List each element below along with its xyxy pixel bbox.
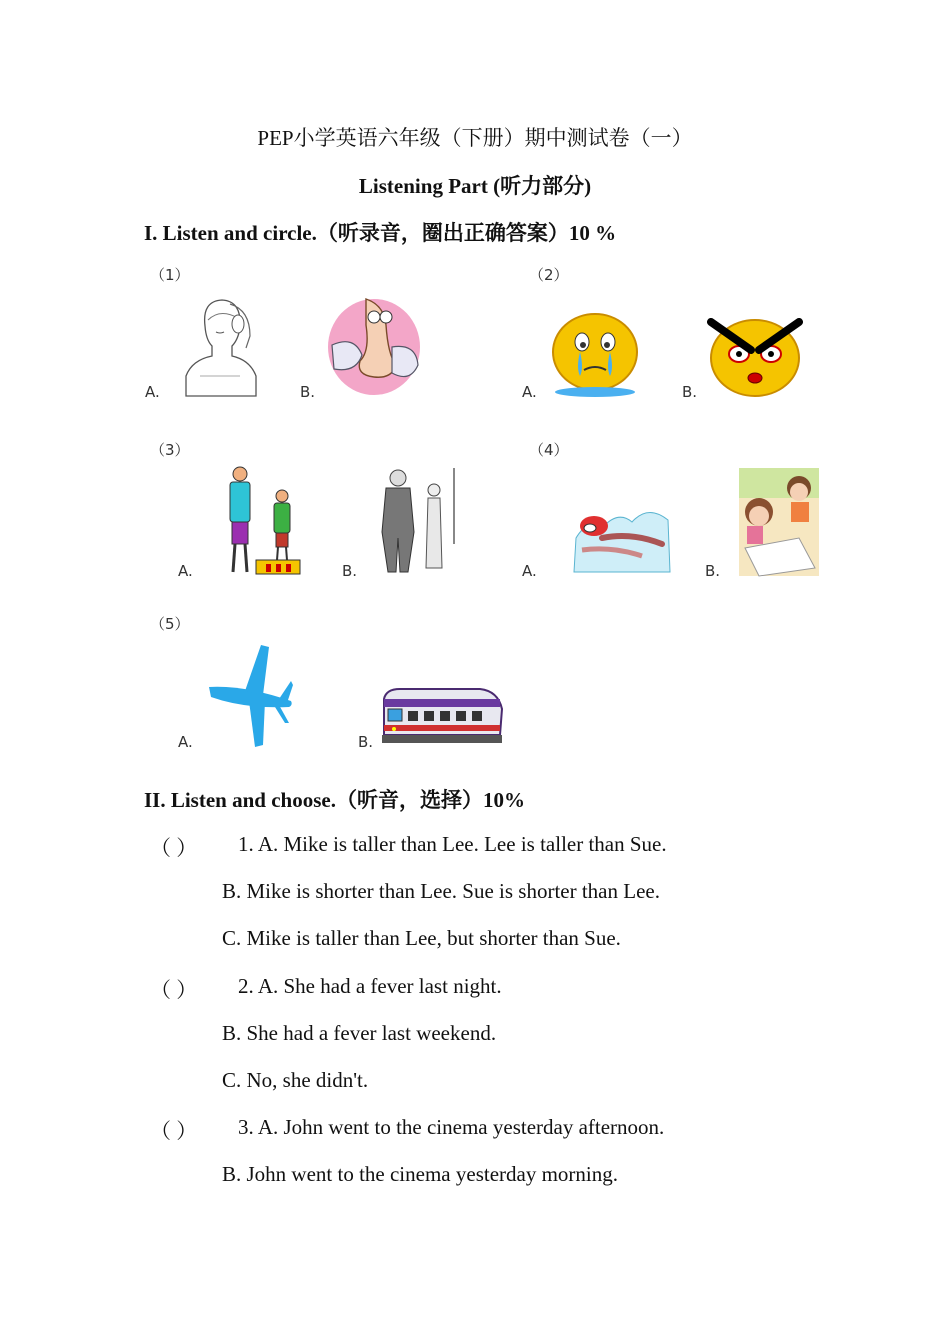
train-image bbox=[380, 685, 504, 747]
option-2b-label: B. bbox=[682, 383, 698, 401]
question-2-option-c: C. No, she didn't. bbox=[222, 1068, 369, 1092]
answer-bracket-1[interactable]: （ ） bbox=[150, 836, 198, 860]
option-3b-label: B. bbox=[342, 562, 358, 580]
option-2a-label: A. bbox=[522, 383, 537, 401]
question-number-5: （5） bbox=[150, 615, 190, 633]
swimmer-image bbox=[572, 498, 674, 576]
answer-bracket-3[interactable]: （ ） bbox=[150, 1119, 198, 1143]
option-5a-label: A. bbox=[178, 733, 193, 751]
question-number-2: （2） bbox=[529, 266, 569, 284]
option-3a-label: A. bbox=[178, 562, 193, 580]
option-1a-label: A. bbox=[145, 383, 160, 401]
option-5b-label: B. bbox=[358, 733, 374, 751]
question-1-option-b: B. Mike is shorter than Lee. Sue is shorter than Lee. bbox=[222, 879, 660, 903]
page-subtitle: Listening Part (听力部分) bbox=[358, 174, 592, 198]
question-2-option-b: B. She had a fever last weekend. bbox=[222, 1021, 497, 1045]
question-2-option-a: 2. A. She had a fever last night. bbox=[238, 974, 502, 998]
tall-man-woman-image bbox=[374, 468, 456, 574]
question-3-option-a: 3. A. John went to the cinema yesterday afternoon. bbox=[238, 1115, 665, 1139]
airplane-image bbox=[205, 643, 295, 749]
option-4b-label: B. bbox=[705, 562, 721, 580]
woman-headache-image bbox=[180, 296, 260, 396]
question-3-option-b: B. John went to the cinema yesterday morning. bbox=[222, 1162, 618, 1186]
crying-face-image bbox=[550, 312, 640, 398]
answer-bracket-2[interactable]: （ ） bbox=[150, 978, 198, 1002]
nose-sneezing-image bbox=[326, 295, 422, 399]
tall-short-boys-image bbox=[214, 466, 302, 578]
question-1-option-c: C. Mike is taller than Lee, but shorter than Sue. bbox=[222, 926, 621, 950]
question-number-3: （3） bbox=[150, 441, 190, 459]
page-title: PEP小学英语六年级（下册）期中测试卷（一） bbox=[257, 126, 693, 150]
section-1-heading: I. Listen and circle.（听录音，圈出正确答案）10 % bbox=[144, 221, 617, 245]
angry-face-image bbox=[707, 316, 803, 398]
question-number-4: （4） bbox=[529, 441, 569, 459]
option-4a-label: A. bbox=[522, 562, 537, 580]
section-2-heading: II. Listen and choose.（听音，选择）10% bbox=[144, 788, 525, 812]
option-1b-label: B. bbox=[300, 383, 316, 401]
question-1-option-a: 1. A. Mike is taller than Lee. Lee is taller than Sue. bbox=[238, 832, 667, 856]
question-number-1: （1） bbox=[150, 266, 190, 284]
kids-drawing-image bbox=[739, 468, 819, 576]
